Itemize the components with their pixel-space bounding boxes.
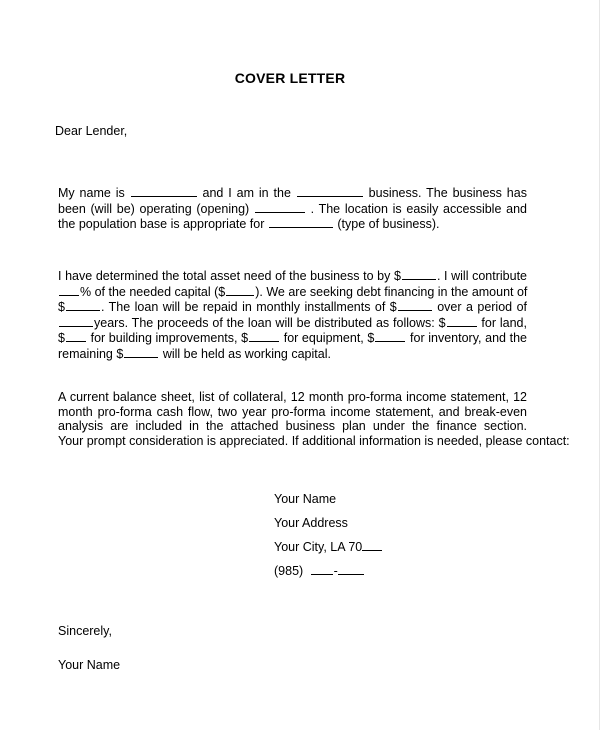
fill-blank-total-asset[interactable] [402, 268, 436, 280]
fill-blank-years[interactable] [59, 315, 93, 327]
text-segment: $ [58, 331, 65, 345]
paragraph-attachments [58, 390, 570, 448]
fill-blank-installment[interactable] [398, 299, 432, 311]
text-segment: ). We are seeking debt financing in the amount of [255, 284, 528, 299]
text-segment: for building improvements, $ [90, 331, 249, 345]
paragraph-line: month pro-forma cash flow, two year pro-forma income statement, and break-even [58, 404, 527, 419]
paragraph-line: Your prompt consideration is appreciated. If additional information is needed, please contact: [58, 433, 570, 448]
text-segment: the population base is appropriate for [58, 217, 265, 231]
paragraph-line [58, 346, 527, 362]
text-segment: business. The business has [368, 186, 527, 200]
text-segment: over a period of [437, 300, 527, 314]
text-segment: . I will contribute [436, 269, 527, 283]
paragraph-line [58, 185, 527, 201]
text-segment: remaining $ [58, 346, 124, 361]
contact-city-text: Your City, LA 70 [274, 540, 363, 554]
paragraph-line [58, 201, 527, 217]
paragraph-line [58, 268, 527, 284]
text-segment: for equipment, $ [283, 331, 375, 345]
fill-blank-building[interactable] [66, 330, 86, 342]
text-segment: will be held as working capital. [162, 346, 331, 361]
fill-blank-capital[interactable] [226, 284, 254, 296]
text-segment: . The loan will be repaid in monthly installments of $ [100, 300, 397, 314]
text-segment: (type of business). [337, 217, 440, 231]
paragraph-line [58, 299, 527, 315]
text-segment: I have determined the total asset need of the business to by $ [58, 269, 401, 283]
paragraph-financing [58, 268, 527, 361]
contact-city [274, 539, 382, 554]
fill-blank-equipment[interactable] [249, 330, 279, 342]
text-segment: $ [58, 300, 65, 314]
text-segment: and I am in the [202, 186, 291, 200]
signature-name: Your Name [58, 658, 121, 672]
text-segment: been (will be) operating (opening) [58, 201, 250, 216]
paragraph-line: analysis are included in the attached business plan under the finance section. [58, 419, 527, 433]
salutation: Dear Lender, [55, 124, 128, 138]
fill-blank-business[interactable] [297, 185, 363, 197]
fill-blank-debt-amount[interactable] [66, 299, 100, 311]
text-segment: . The location is easily accessible and [310, 201, 527, 216]
contact-phone-prefix: (985) [274, 564, 304, 578]
fill-blank-name[interactable] [131, 185, 197, 197]
fill-blank-operating[interactable] [255, 201, 305, 213]
contact-address: Your Address [274, 516, 348, 530]
fill-blank-land[interactable] [447, 315, 477, 327]
paragraph-line [58, 330, 527, 346]
text-segment: years. The proceeds of the loan will be distributed as follows: $ [94, 315, 446, 330]
document-title: COVER LETTER [234, 70, 346, 86]
paragraph-line: A current balance sheet, list of collateral, 12 month pro-forma income statement, 12 [58, 390, 527, 404]
fill-blank-population[interactable] [269, 216, 333, 228]
fill-blank-working-capital[interactable] [124, 346, 158, 358]
fill-blank-percent[interactable] [59, 284, 79, 296]
paragraph-line [58, 216, 527, 232]
text-segment: % of the needed capital ($ [80, 284, 226, 299]
paragraph-line [58, 315, 527, 331]
paragraph-line [58, 284, 527, 300]
fill-blank-zip[interactable] [362, 539, 382, 551]
closing: Sincerely, [58, 624, 112, 638]
fill-blank-phone-part1[interactable] [311, 563, 333, 575]
contact-phone [274, 563, 364, 578]
text-segment: My name is [58, 186, 125, 200]
fill-blank-phone-part2[interactable] [338, 563, 364, 575]
paragraph-introduction [58, 185, 527, 232]
text-segment: for land, [481, 315, 527, 330]
fill-blank-inventory[interactable] [375, 330, 405, 342]
contact-name: Your Name [274, 492, 337, 506]
contact-phone-dash: - [333, 564, 338, 578]
text-segment: for inventory, and the [410, 331, 527, 345]
